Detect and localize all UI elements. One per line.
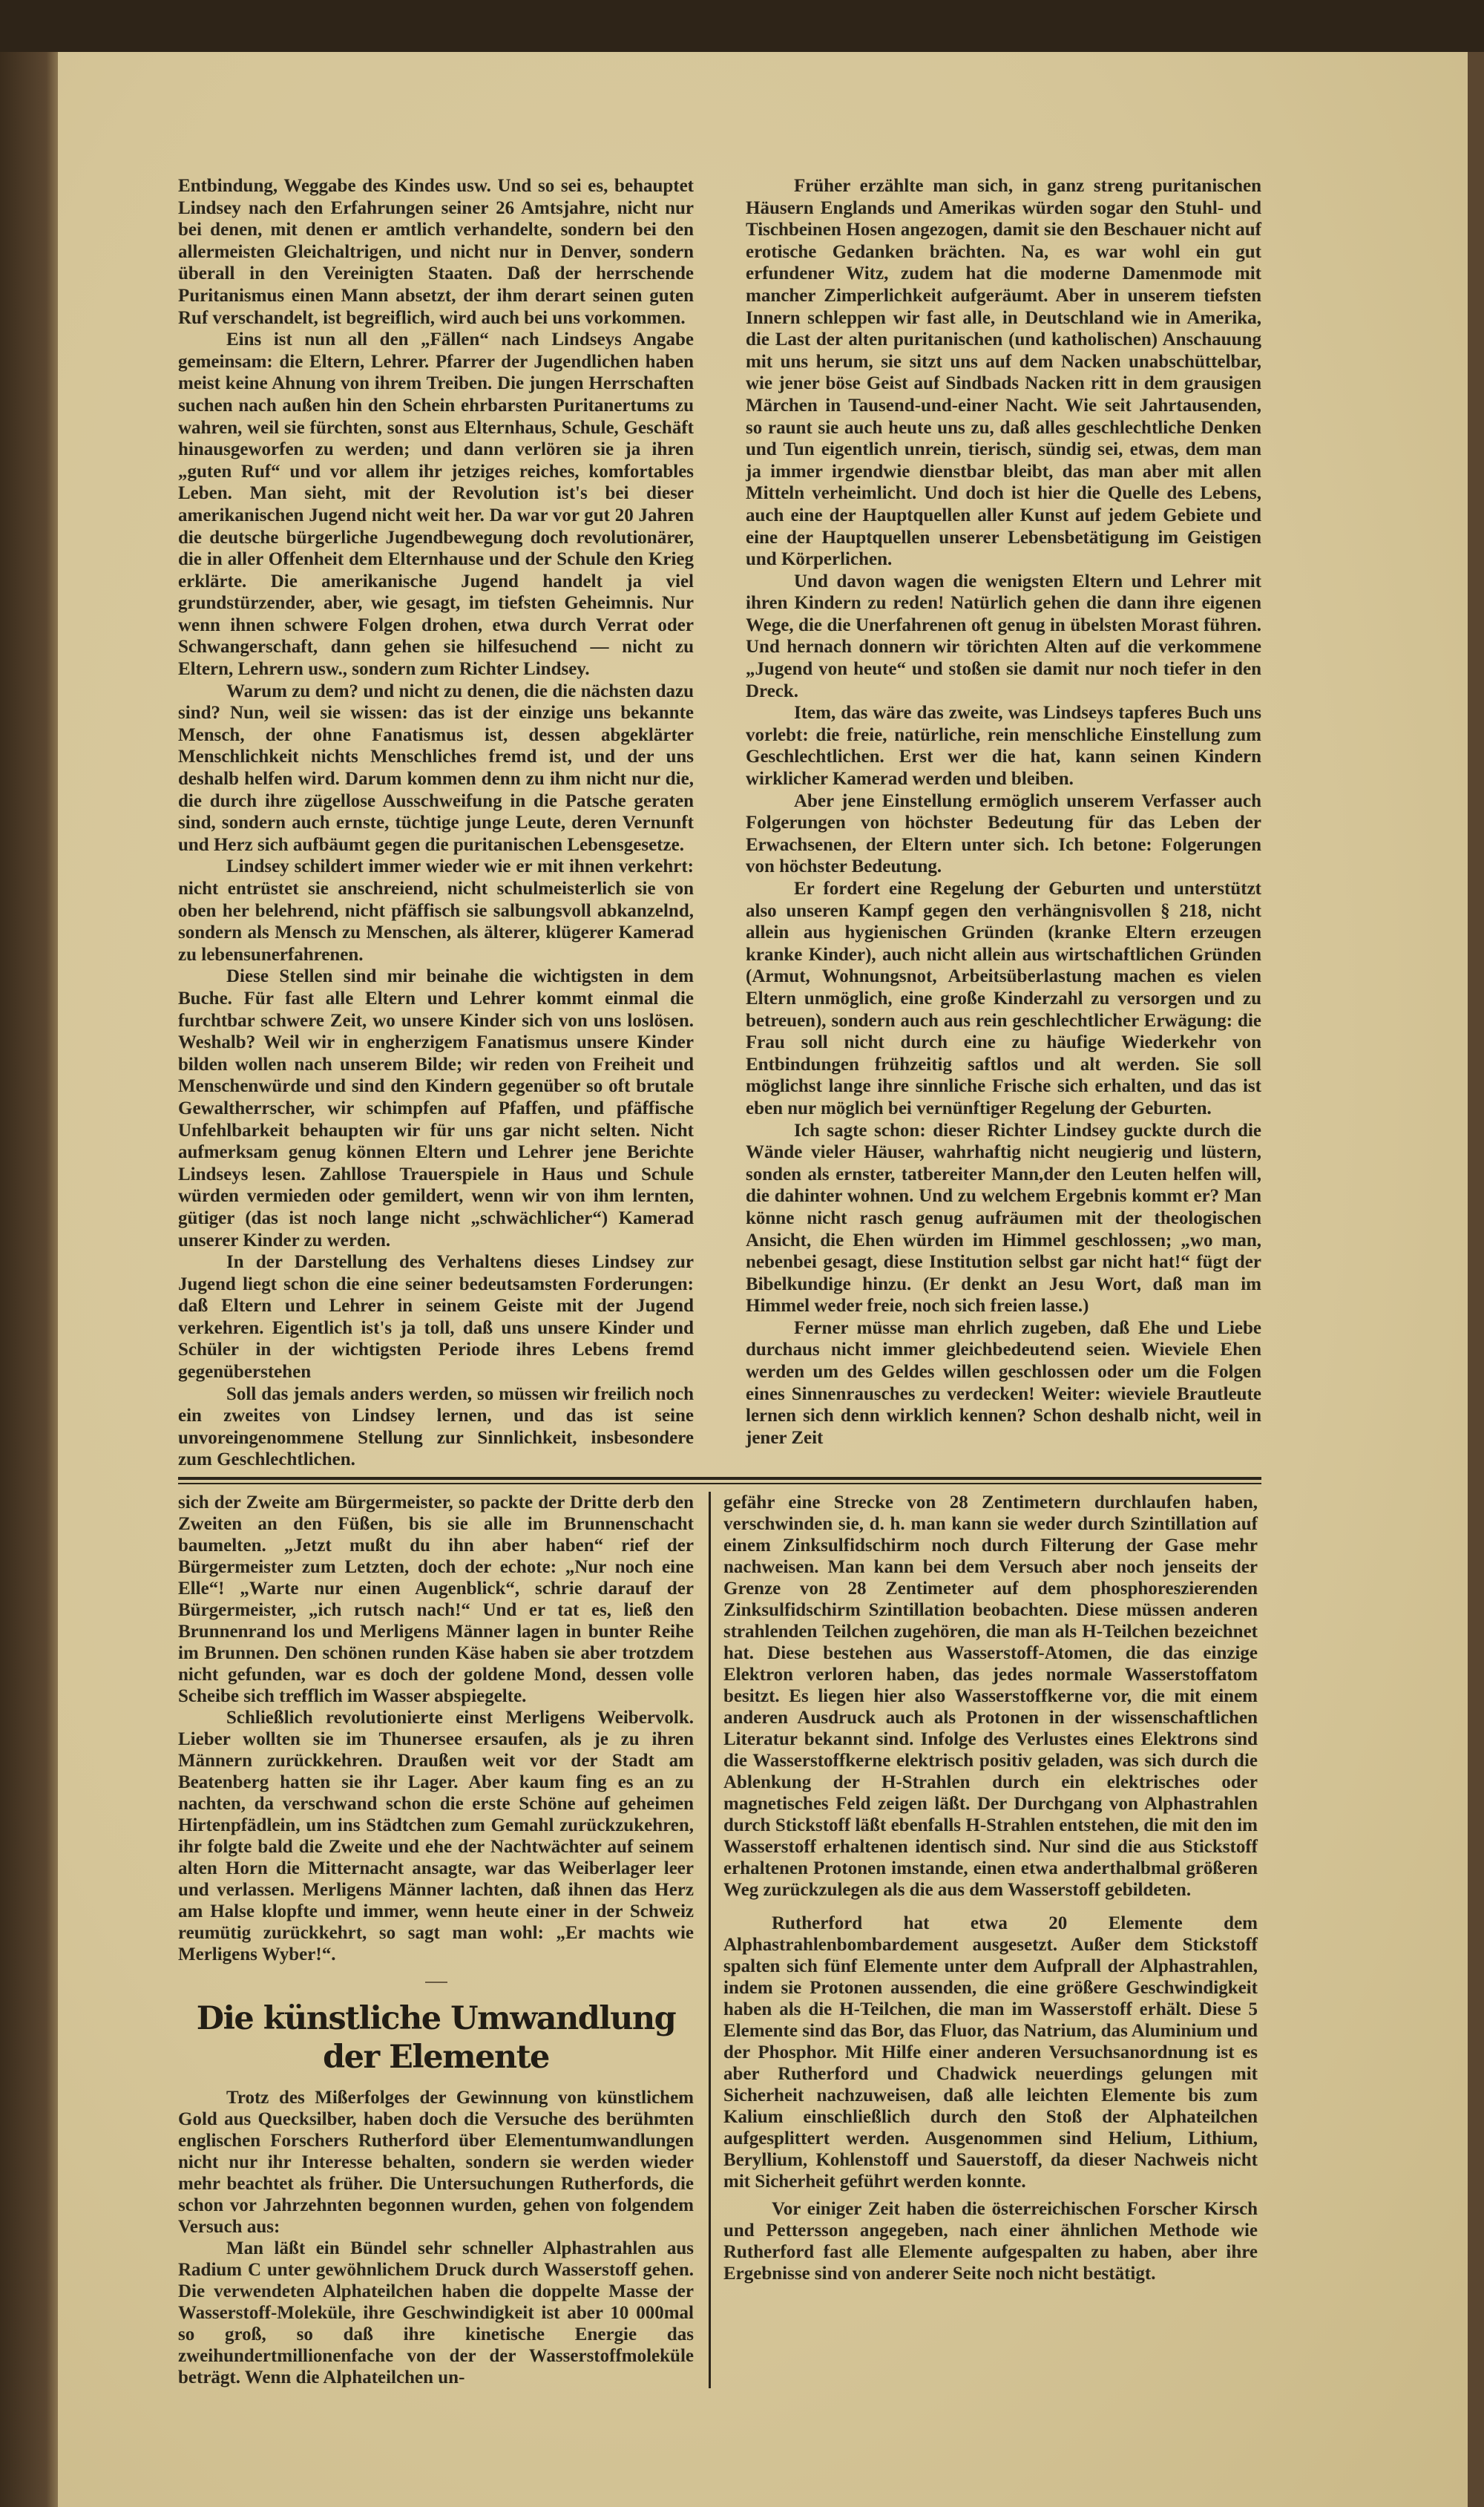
paragraph: Und davon wagen die wenigsten Eltern und Lehrer mit ihren Kindern zu reden! Natürlich gehen die dann ihre eigenen Wege, die die Unerfahrenen oft genug in übelsten Morast führen. Und hernach donnern wir törichten Alten auf die verkommene „Jugend von heute“ und stoßen sie damit nur noch tiefer in den Dreck. [746,571,1261,701]
paragraph: gefähr eine Strecke von 28 Zentimetern durchlaufen haben, verschwinden sie, d. h. man kann sie weder durch Szintillation auf einem Zinksulfidschirm noch durch Filterung der Gase mehr nachweisen. Man kann bei dem Versuch aber noch jenseits der Grenze von 28 Zentimeter auf dem phosphoreszierenden Zinksulfidschirm Szintillation beobachten. Diese müssen anderen strahlenden Teilchen zugehören, die man als H-Teilchen bezeichnet hat. Diese bestehen aus Wasserstoff-Atomen, die das einzige Elektron verloren haben, das jedes normale Wasserstoffatom besitzt. Es liegen hier also Wasserstoffkerne vor, die mit einem anderen Ausdruck auch als Protonen in der wissenschaftlichen Literatur bekannt sind. Infolge des Verlustes eines Elektrons sind die Wasserstoffkerne elektrisch positiv geladen, was sich durch die Ablenkung der H-Strahlen durch ein elektrisches oder magnetisches Feld zeigen läßt. Der Durchgang von Alphastrahlen durch Stickstoff läßt ebenfalls H-Strahlen entstehen, die mit den im Wasserstoff erhaltenen identisch sind. Nur sind die aus Stickstoff erhaltenen Protonen imstande, einen etwa anderthalbmal größeren Weg zurückzulegen als die aus dem Wasserstoff gebildeten. [723,1492,1258,1901]
paragraph: Soll das jemals anders werden, so müssen wir freilich noch ein zweites von Lindsey lernen, und das ist seine unvoreingenommene Stellung zur Sinnlichkeit, insbesondere zum Geschlechtlichen. [178,1383,694,1470]
story-separator [425,1982,447,1983]
top-right-column [746,175,1261,1449]
paragraph: Trotz des Mißerfolges der Gewinnung von künstlichem Gold aus Quecksilber, haben doch die Versuche des berühmten englischen Forschers Rutherford über Elementumwandlungen nicht nur ihr Interesse behalten, sondern sie werden wieder mehr beachtet als früher. Die Untersuchungen Rutherfords, die schon vor Jahrzehnten begonnen wurden, gehen von folgendem Versuch aus: [178,2088,694,2238]
paragraph: In der Darstellung des Verhaltens dieses Lindsey zur Jugend liegt schon die eine seiner bedeutsamsten Forderungen: daß Eltern und Lehrer in seinem Geiste mit der Jugend verkehren. Eigentlich ist's ja toll, daß uns unsere Kinder und Schüler in der wichtigsten Periode ihres Lebens fremd gegenüberstehen [178,1252,694,1383]
top-left-column [178,175,694,1471]
paragraph: Vor einiger Zeit haben die österreichischen Forscher Kirsch und Pettersson angegeben, nach einer ähnlichen Methode wie Rutherford fast alle Elemente aufgespalten zu haben, aber ihre Ergebnisse sind von anderer Seite noch nicht bestätigt. [723,2199,1258,2284]
paragraph: Man läßt ein Bündel sehr schneller Alphastrahlen aus Radium C unter gewöhnlichem Druck durch Wasserstoff gehen. Die verwendeten Alphateilchen haben die doppelte Masse der Wasserstoff-Moleküle, ihre Geschwindigkeit ist aber 10 000mal so groß, so daß ihre kinetische Energie das zweihundertmillionenfache von der der Wasserstoffmoleküle beträgt. Wenn die Alphateilchen un- [178,2238,694,2388]
paragraph: Früher erzählte man sich, in ganz streng puritanischen Häusern Englands und Amerikas würden sogar den Stuhl- und Tischbeinen Hosen angezogen, damit sie den Beschauer nicht auf erotische Gedanken brächten. Na, es war wohl ein gut erfundener Witz, zudem hat die moderne Damenmode mit mancher Zimperlichkeit aufgeräumt. Aber in unserem tiefsten Innern schleppen wir fast alle, in Deutschland wie in Amerika, die Last der alten puritanischen (und katholischen) Anschauung mit uns herum, sie sitzt uns auf dem Nacken unabschüttelbar, wie jener böse Geist auf Sindbads Nacken ritt in dem grausigen Märchen in Tausend-und-einer Nacht. Wie seit Jahrtausenden, so raunt sie auch heute uns zu, daß alles geschlechtliche Denken und Tun eigentlich unrein, tierisch, sündig sei, etwas, dem man ja immer irgendwie dienstbar bleibt, das man aber mit allen Mitteln verheimlicht. Und doch ist hier die Quelle des Lebens, auch eine der Hauptquellen aller Kunst auf jedem Gebiete und eine der Hauptquellen unserer Lebensbetätigung im Geistigen und Körperlichen. [746,176,1261,570]
paragraph: Eins ist nun all den „Fällen“ nach Lindseys Angabe gemeinsam: die Eltern, Lehrer. Pfarrer der Jugendlichen haben meist keine Ahnung von ihrem Treiben. Die jungen Herrschaften suchen nach außen hin den Schein ehrbarsten Puritanertums zu wahren, weil sie fürchten, sonst aus Elternhaus, Schule, Geschäft hinausgeworfen zu werden; und dann verlören sie ja ihren „guten Ruf“ und vor allem ihr jetziges reiches, komfortables Leben. Man sieht, mit der Revolution ist's bei dieser amerikanischen Jugend nicht weit her. Da war vor gut 20 Jahren die deutsche bürgerliche Jugendbewegung doch revolutionärer, die in aller Offenheit dem Elternhause und der Schule den Krieg erklärte. Die amerikanische Jugend handelt ja viel grundstürzender, aber, wie gesagt, im tiefsten Geheimnis. Nur wenn ihnen schwere Folgen drohen, etwa durch Verrat oder Schwangerschaft, dann gehen sie hilfesuchend — nicht zu Eltern, Lehrern usw., sondern zum Richter Lindsey. [178,330,694,680]
newspaper-page [58,52,1468,2507]
paragraph: Entbindung, Weggabe des Kindes usw. Und so sei es, behauptet Lindsey nach den Erfahrungen seiner 26 Amtsjahre, nicht nur bei denen, mit denen er amtlich verhandelte, sondern bei den allermeisten Gleichaltrigen, und nicht nur in Denver, sondern überall in den Vereinigten Staaten. Daß der herrschende Puritanismus einen Mann absetzt, der ihm derart seinen guten Ruf verschandelt, ist begreiflich, wird auch bei uns vorkommen. [178,176,694,328]
top-section [178,175,1261,1471]
section-divider [178,1477,1261,1484]
paragraph: Schließlich revolutionierte einst Merligens Weibervolk. Lieber wollten sie im Thunersee ersaufen, als je zu ihren Männern zurückkehren. Draußen weit vor der Stadt am Beatenberg hatten sie ihr Lager. Aber kaum fing es an zu nachten, da verschwand schon die erste Schöne auf geheimen Hirtenpfädlein, um ins Städtchen zum Gemahl zurückzukehren, ihr folgte bald die Zweite und ehe der Nachtwächter auf seinem alten Horn die Mitternacht ansagte, war das Weiberlager leer und verlassen. Merligens Männer lachten, daß ihnen das Herz am Halse klopfte und immer, wenn heute einer in der Schweiz reumütig zurückkehrt, so sagt man wohl: „Er machts wie Merligens Wyber!“. [178,1708,694,1965]
bottom-left-column [178,1492,694,1965]
section-divider-thick [178,1477,1261,1480]
article-right-column [723,1492,1258,2284]
paragraph: sich der Zweite am Bürgermeister, so packte der Dritte derb den Zweiten an den Füßen, bis sie alle im Brunnenschacht baumelten. „Jetzt mußt du ihn aber haben“ rief der Bürgermeister zum Letzten, doch der echote: „Nur noch eine Elle“! „Warte nur einen Augenblick“, schrie darauf der Bürgermeister, „ich rutsch nach!“ Und er tat es, ließ den Brunnenrand los und Merligens Männer lagen in bunter Reihe im Brunnen. Den schönen runden Käse haben sie aber trotzdem nicht gefunden, war es doch der goldene Mond, dessen volle Scheibe sich trefflich im Wasser abspiegelte. [178,1492,694,1707]
article-left-column [178,2087,694,2388]
paragraph: Aber jene Einstellung ermöglich unserem Verfasser auch Folgerungen von höchster Bedeutung für das Leben der Erwachsenen, der Eltern unter sich. Ich betone: Folgerungen von höchster Bedeutung. [746,790,1261,877]
article-headline: Die künstliche Umwandlung der Elemente [196,2000,676,2077]
paragraph: Ich sagte schon: dieser Richter Lindsey guckte durch die Wände vieler Häuser, wahrhaftig nicht neugierig und lüstern, sonden als ernster, tatbereiter Mann,der den Leuten helfen will, die dahinter wohnen. Und zu welchem Ergebnis kommt er? Man könne nicht rasch genug aufräumen mit der theologischen Ansicht, die Ehen würden im Himmel geschlossen; „wo man, nebenbei gesagt, diese Institution selbst gar nicht hat!“ fügt der Bibelkundige hinzu. (Er denkt an Jesu Wort, daß man im Himmel weder freie, noch sich freien lasse.) [746,1120,1261,1317]
paragraph: Rutherford hat etwa 20 Elemente dem Alphastrahlenbombardement ausgesetzt. Außer dem Stickstoff spalten sich fünf Elemente unter dem Aufprall der Alphastrahlen, indem sie Protonen aussenden, die eine größere Geschwindigkeit haben als die H-Teilchen, die man im Wasserstoff erhält. Diese 5 Elemente sind das Bor, das Fluor, das Natrium, das Aluminium und der Phosphor. Mit Hilfe einer anderen Versuchsanordnung ist es aber Rutherford und Chadwick neuerdings gelungen mit Sicherheit nachzuweisen, daß alle leichten Elemente bis zum Kalium einschließlich durch den Stoß der Alphateilchen aufgesplittert werden. Ausgenommen sind Helium, Lithium, Beryllium, Kohlenstoff und Sauerstoff, da dieser Nachweis nicht mit Sicherheit geführt werden konnte. [723,1913,1258,2192]
section-divider-thin [178,1483,1261,1484]
bottom-section [178,1492,1261,2388]
paragraph: Lindsey schildert immer wieder wie er mit ihnen verkehrt: nicht entrüstet sie anschreiend, nicht schulmeisterlich sie von oben her belehrend, nicht pfäffisch sie salbungsvoll abkanzelnd, sondern als Mensch zu Menschen, als älterer, klügerer Kamerad zu lebensunerfahrenen. [178,856,694,965]
paragraph: Item, das wäre das zweite, was Lindseys tapferes Buch uns vorlebt: die freie, natürliche, rein menschliche Einstellung zum Geschlechtlichen. Erst wer die hat, kann seinen Kindern wirklicher Kamerad werden und bleiben. [746,703,1261,790]
scan-left-edge [0,52,58,2507]
paragraph: Er fordert eine Regelung der Geburten und unterstützt also unseren Kampf gegen den verhängnisvollen § 218, nicht allein aus hygienischen Gründen (kranke Eltern erzeugen kranke Kinder), auch nicht allein aus wirtschaftlichen Gründen (Armut, Wohnungsnot, Arbeitsüberlastung machen es vielen Eltern unmöglich, eine große Kinderzahl zu versorgen und zu betreuen), sondern auch aus rein geschlechtlicher Erwägung: die Frau soll nicht durch eine zu häufige Wiederkehr von Entbindungen frühzeitig saftlos und alt werden. Sie soll möglichst lange ihre sinnliche Frische sich erhalten, und das ist eben nur möglich bei vernünftiger Regelung der Geburten. [746,879,1261,1118]
scan-right-edge [1468,52,1484,2507]
bottom-left-area [178,1492,694,2388]
paragraph: Diese Stellen sind mir beinahe die wichtigsten in dem Buche. Für fast alle Eltern und Lehrer kommt einmal die furchtbar schwere Zeit, wo unsere Kinder sich von uns loslösen. Weshalb? Weil wir in engherzigem Fanatismus unsere Kinder bilden wollen nach unserem Bilde; wir reden von Freiheit und Menschenwürde und sind den Kindern gegenüber so oft brutale Gewaltherrscher, wir schimpfen auf Pfaffen, und pfäffische Unfehlbarkeit behaupten wir für uns gar nicht selten. Nicht aufmerksam genug können Eltern und Lehrer jene Berichte Lindseys lesen. Zahllose Trauerspiele in Haus und Schule würden vermieden oder gemildert, wenn wir von ihm lernten, gütiger (das ist noch lange nicht „schwächlicher“) Kamerad unserer Kinder zu werden. [178,966,694,1251]
paragraph: Warum zu dem? und nicht zu denen, die die nächsten dazu sind? Nun, weil sie wissen: das ist der einzige uns bekannte Mensch, der ohne Fanatismus ist, dessen abgeklärter Menschlichkeit nichts Menschliches fremd ist, und der uns deshalb helfen wird. Darum kommen denn zu ihm nicht nur die, die durch ihre zügellose Ausschweifung in die Patsche geraten sind, sondern auch ernste, tüchtige junge Leute, deren Vernunft und Herz sich aufbäumt gegen die puritanischen Lebensgesetze. [178,681,694,855]
column-divider-and-right-area [709,1492,1258,2388]
paragraph: Ferner müsse man ehrlich zugeben, daß Ehe und Liebe durchaus nicht immer gleichbedeutend seien. Wieviele Ehen werden um des Geldes willen geschlossen oder um die Folgen eines Sinnenrausches zu verdecken! Weiter: wieviele Brautleute lernen sich denn wirklich kennen? Schon deshalb nicht, weil in jener Zeit [746,1317,1261,1448]
